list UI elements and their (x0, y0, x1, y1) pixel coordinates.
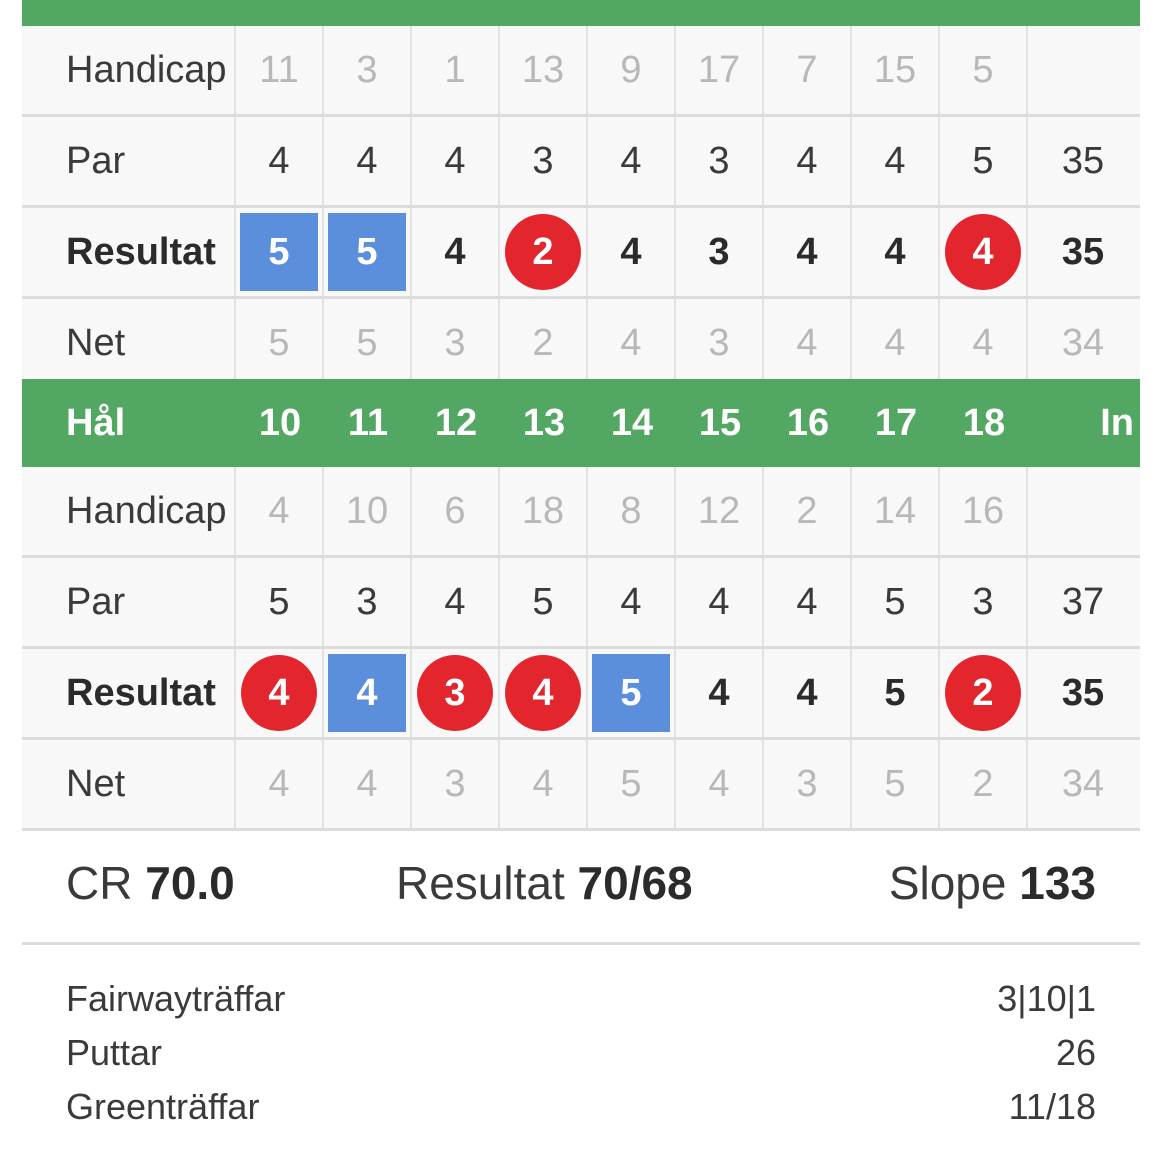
score-cell (412, 299, 500, 387)
cell-value: 15 (698, 401, 742, 444)
score-cell (764, 740, 852, 828)
cell-value: 4 (796, 139, 818, 182)
score-cell (676, 208, 764, 296)
over-par-badge: 5 (592, 654, 670, 732)
score-cell (412, 740, 500, 828)
cell-value: 1 (444, 48, 466, 91)
score-cell (676, 467, 764, 555)
under-par-badge: 4 (241, 655, 317, 731)
score-cell (852, 740, 940, 828)
cell-value: 4 (268, 489, 290, 532)
cell-value: 4 (708, 580, 730, 623)
cell-value: 4 (444, 580, 466, 623)
cell-value: 3 (356, 48, 378, 91)
score-cell (588, 379, 676, 467)
cell-value: 12 (697, 489, 741, 532)
cell-value: 9 (620, 48, 642, 91)
cell-value: 14 (610, 401, 654, 444)
score-cell (412, 379, 500, 467)
score-cell (324, 740, 412, 828)
cell-value: 4 (708, 671, 730, 714)
cell-value: 2 (972, 762, 994, 805)
score-cell (940, 117, 1028, 205)
cell-value: 3 (708, 321, 730, 364)
cell-value: 14 (873, 489, 917, 532)
score-cell (764, 649, 852, 737)
cell-value: 6 (444, 489, 466, 532)
cell-value: 4 (796, 580, 818, 623)
cell-value: 4 (356, 762, 378, 805)
score-cell (324, 26, 412, 114)
cell-value: 7 (796, 48, 818, 91)
cell-value: 4 (268, 762, 290, 805)
row-total: 35 (1061, 230, 1105, 273)
cell-value: 16 (961, 489, 1005, 532)
score-cell (500, 379, 588, 467)
result-row (22, 649, 1140, 740)
score-cell (940, 740, 1028, 828)
cell-value: 5 (972, 48, 994, 91)
score-cell (236, 299, 324, 387)
row-total: 34 (1061, 762, 1105, 805)
cell-value: 5 (972, 139, 994, 182)
score-cell (236, 649, 324, 737)
cell-value: 4 (620, 580, 642, 623)
cell-value: 2 (532, 321, 554, 364)
score-cell (676, 558, 764, 646)
score-cell (500, 558, 588, 646)
score-cell (236, 208, 324, 296)
score-cell (852, 299, 940, 387)
row-label: Handicap (22, 26, 236, 114)
under-par-badge: 3 (417, 655, 493, 731)
score-cell (588, 208, 676, 296)
score-cell (676, 740, 764, 828)
row-total: 35 (1061, 671, 1105, 714)
cell-value: 5 (532, 580, 554, 623)
score-cell (588, 558, 676, 646)
round-result (396, 856, 693, 910)
row-total: 34 (1061, 321, 1105, 364)
score-cell (500, 299, 588, 387)
cell-value: 5 (884, 580, 906, 623)
cell-value: 4 (356, 139, 378, 182)
slope-rating (889, 856, 1096, 910)
cell-value: 8 (620, 489, 642, 532)
cell-value: 3 (356, 580, 378, 623)
front-nine-card (22, 26, 1140, 390)
score-cell (412, 649, 500, 737)
score-cell (500, 649, 588, 737)
cell-value: 3 (532, 139, 554, 182)
cell-value: 3 (444, 762, 466, 805)
score-cell (764, 558, 852, 646)
row-label: Hål (66, 401, 126, 444)
cell-value: 4 (796, 671, 818, 714)
score-cell (412, 117, 500, 205)
row-label: Par (22, 558, 236, 646)
score-cell (500, 117, 588, 205)
slope-value: 133 (1019, 857, 1096, 909)
cell-value: 3 (796, 762, 818, 805)
cell-value: 5 (356, 321, 378, 364)
score-cell (588, 467, 676, 555)
score-cell (324, 558, 412, 646)
cell-value: 4 (884, 139, 906, 182)
score-cell (852, 649, 940, 737)
handicap-row (22, 26, 1140, 117)
cell-value: 4 (884, 321, 906, 364)
cell-value: 15 (873, 48, 917, 91)
row-label: Handicap (22, 467, 236, 555)
score-cell (324, 467, 412, 555)
net-row (22, 740, 1140, 831)
scorecard-header-bar (22, 0, 1140, 26)
row-total: In (1100, 401, 1134, 444)
cell-value: 3 (972, 580, 994, 623)
score-cell (500, 467, 588, 555)
course-rating (66, 856, 235, 910)
cell-value: 18 (962, 401, 1006, 444)
score-cell (500, 740, 588, 828)
cell-value: 3 (708, 230, 730, 273)
row-total (1028, 26, 1138, 114)
cell-value: 4 (796, 321, 818, 364)
score-cell (940, 299, 1028, 387)
score-cell (236, 26, 324, 114)
score-cell (940, 558, 1028, 646)
row-label: Net (22, 740, 236, 828)
cell-value: 5 (620, 762, 642, 805)
cell-value: 2 (796, 489, 818, 532)
round-stats (22, 978, 1140, 1140)
score-cell (412, 467, 500, 555)
course-rating-label: CR (66, 857, 133, 909)
row-label: Resultat (22, 208, 236, 296)
row-total (1028, 467, 1138, 555)
cell-value: 3 (444, 321, 466, 364)
stat-row-putts (22, 1032, 1140, 1086)
score-cell (324, 649, 412, 737)
over-par-badge: 5 (240, 213, 318, 291)
score-cell (588, 649, 676, 737)
result-row (22, 208, 1140, 299)
score-cell (940, 467, 1028, 555)
score-cell (324, 299, 412, 387)
under-par-badge: 2 (945, 655, 1021, 731)
under-par-badge: 4 (505, 655, 581, 731)
hole-header-row (22, 379, 1140, 467)
score-cell (324, 208, 412, 296)
cell-value: 16 (786, 401, 830, 444)
cell-value: 13 (522, 401, 566, 444)
stat-label: Greenträffar (66, 1086, 260, 1127)
cell-value: 4 (444, 139, 466, 182)
cell-value: 13 (521, 48, 565, 91)
score-cell (940, 26, 1028, 114)
cell-value: 4 (268, 139, 290, 182)
score-cell (940, 379, 1028, 467)
cell-value: 4 (796, 230, 818, 273)
stat-row-fairway (22, 978, 1140, 1032)
cell-value: 4 (444, 230, 466, 273)
score-cell (324, 117, 412, 205)
back-nine-card (22, 379, 1140, 831)
handicap-row (22, 467, 1140, 558)
score-cell (500, 26, 588, 114)
cell-value: 10 (258, 401, 302, 444)
score-cell (676, 379, 764, 467)
cell-value: 4 (532, 762, 554, 805)
score-cell (412, 26, 500, 114)
score-cell (588, 740, 676, 828)
cell-value: 18 (521, 489, 565, 532)
row-total: 35 (1061, 139, 1105, 182)
stat-label: Fairwayträffar (66, 978, 286, 1019)
over-par-badge: 4 (328, 654, 406, 732)
stat-row-greens (22, 1086, 1140, 1140)
under-par-badge: 2 (505, 214, 581, 290)
cell-value: 4 (620, 321, 642, 364)
score-cell (764, 299, 852, 387)
cell-value: 5 (884, 671, 906, 714)
cell-value: 4 (972, 321, 994, 364)
net-row (22, 299, 1140, 390)
cell-value: 10 (345, 489, 389, 532)
cell-value: 3 (708, 139, 730, 182)
score-cell (852, 208, 940, 296)
round-summary (22, 820, 1140, 945)
score-cell (764, 467, 852, 555)
score-cell (412, 208, 500, 296)
cell-value: 11 (259, 48, 299, 91)
stat-value: 11/18 (1008, 1086, 1096, 1127)
score-cell (764, 379, 852, 467)
under-par-badge: 4 (945, 214, 1021, 290)
round-result-value: 70/68 (577, 857, 693, 909)
over-par-badge: 5 (328, 213, 406, 291)
score-cell (852, 467, 940, 555)
row-label: Net (22, 299, 236, 387)
cell-value: 17 (874, 401, 918, 444)
score-cell (852, 117, 940, 205)
score-cell (852, 558, 940, 646)
score-cell (676, 299, 764, 387)
par-row (22, 117, 1140, 208)
score-cell (236, 740, 324, 828)
cell-value: 4 (884, 230, 906, 273)
score-cell (236, 379, 324, 467)
cell-value: 17 (697, 48, 741, 91)
stat-label: Puttar (66, 1032, 163, 1073)
score-cell (588, 299, 676, 387)
score-cell (236, 117, 324, 205)
score-cell (676, 26, 764, 114)
score-cell (940, 208, 1028, 296)
score-cell (940, 649, 1028, 737)
row-label: Resultat (22, 649, 236, 737)
stat-value: 26 (1055, 1032, 1096, 1073)
score-cell (412, 558, 500, 646)
score-cell (676, 117, 764, 205)
cell-value: 4 (620, 139, 642, 182)
cell-value: 5 (884, 762, 906, 805)
cell-value: 5 (268, 580, 290, 623)
score-cell (236, 558, 324, 646)
slope-label: Slope (888, 857, 1007, 909)
score-cell (852, 379, 940, 467)
score-cell (764, 117, 852, 205)
cell-value: 5 (268, 321, 290, 364)
cell-value: 4 (620, 230, 642, 273)
score-cell (764, 26, 852, 114)
row-total: 37 (1061, 580, 1105, 623)
score-cell (764, 208, 852, 296)
row-label: Par (22, 117, 236, 205)
score-cell (588, 26, 676, 114)
stat-value: 3|10|1 (997, 978, 1096, 1019)
score-cell (324, 379, 412, 467)
cell-value: 4 (708, 762, 730, 805)
cell-value: 11 (347, 401, 389, 444)
score-cell (676, 649, 764, 737)
score-cell (500, 208, 588, 296)
score-cell (852, 26, 940, 114)
course-rating-value: 70.0 (145, 857, 235, 909)
score-cell (236, 467, 324, 555)
score-cell (588, 117, 676, 205)
par-row (22, 558, 1140, 649)
cell-value: 12 (434, 401, 478, 444)
round-result-label: Resultat (396, 857, 565, 909)
